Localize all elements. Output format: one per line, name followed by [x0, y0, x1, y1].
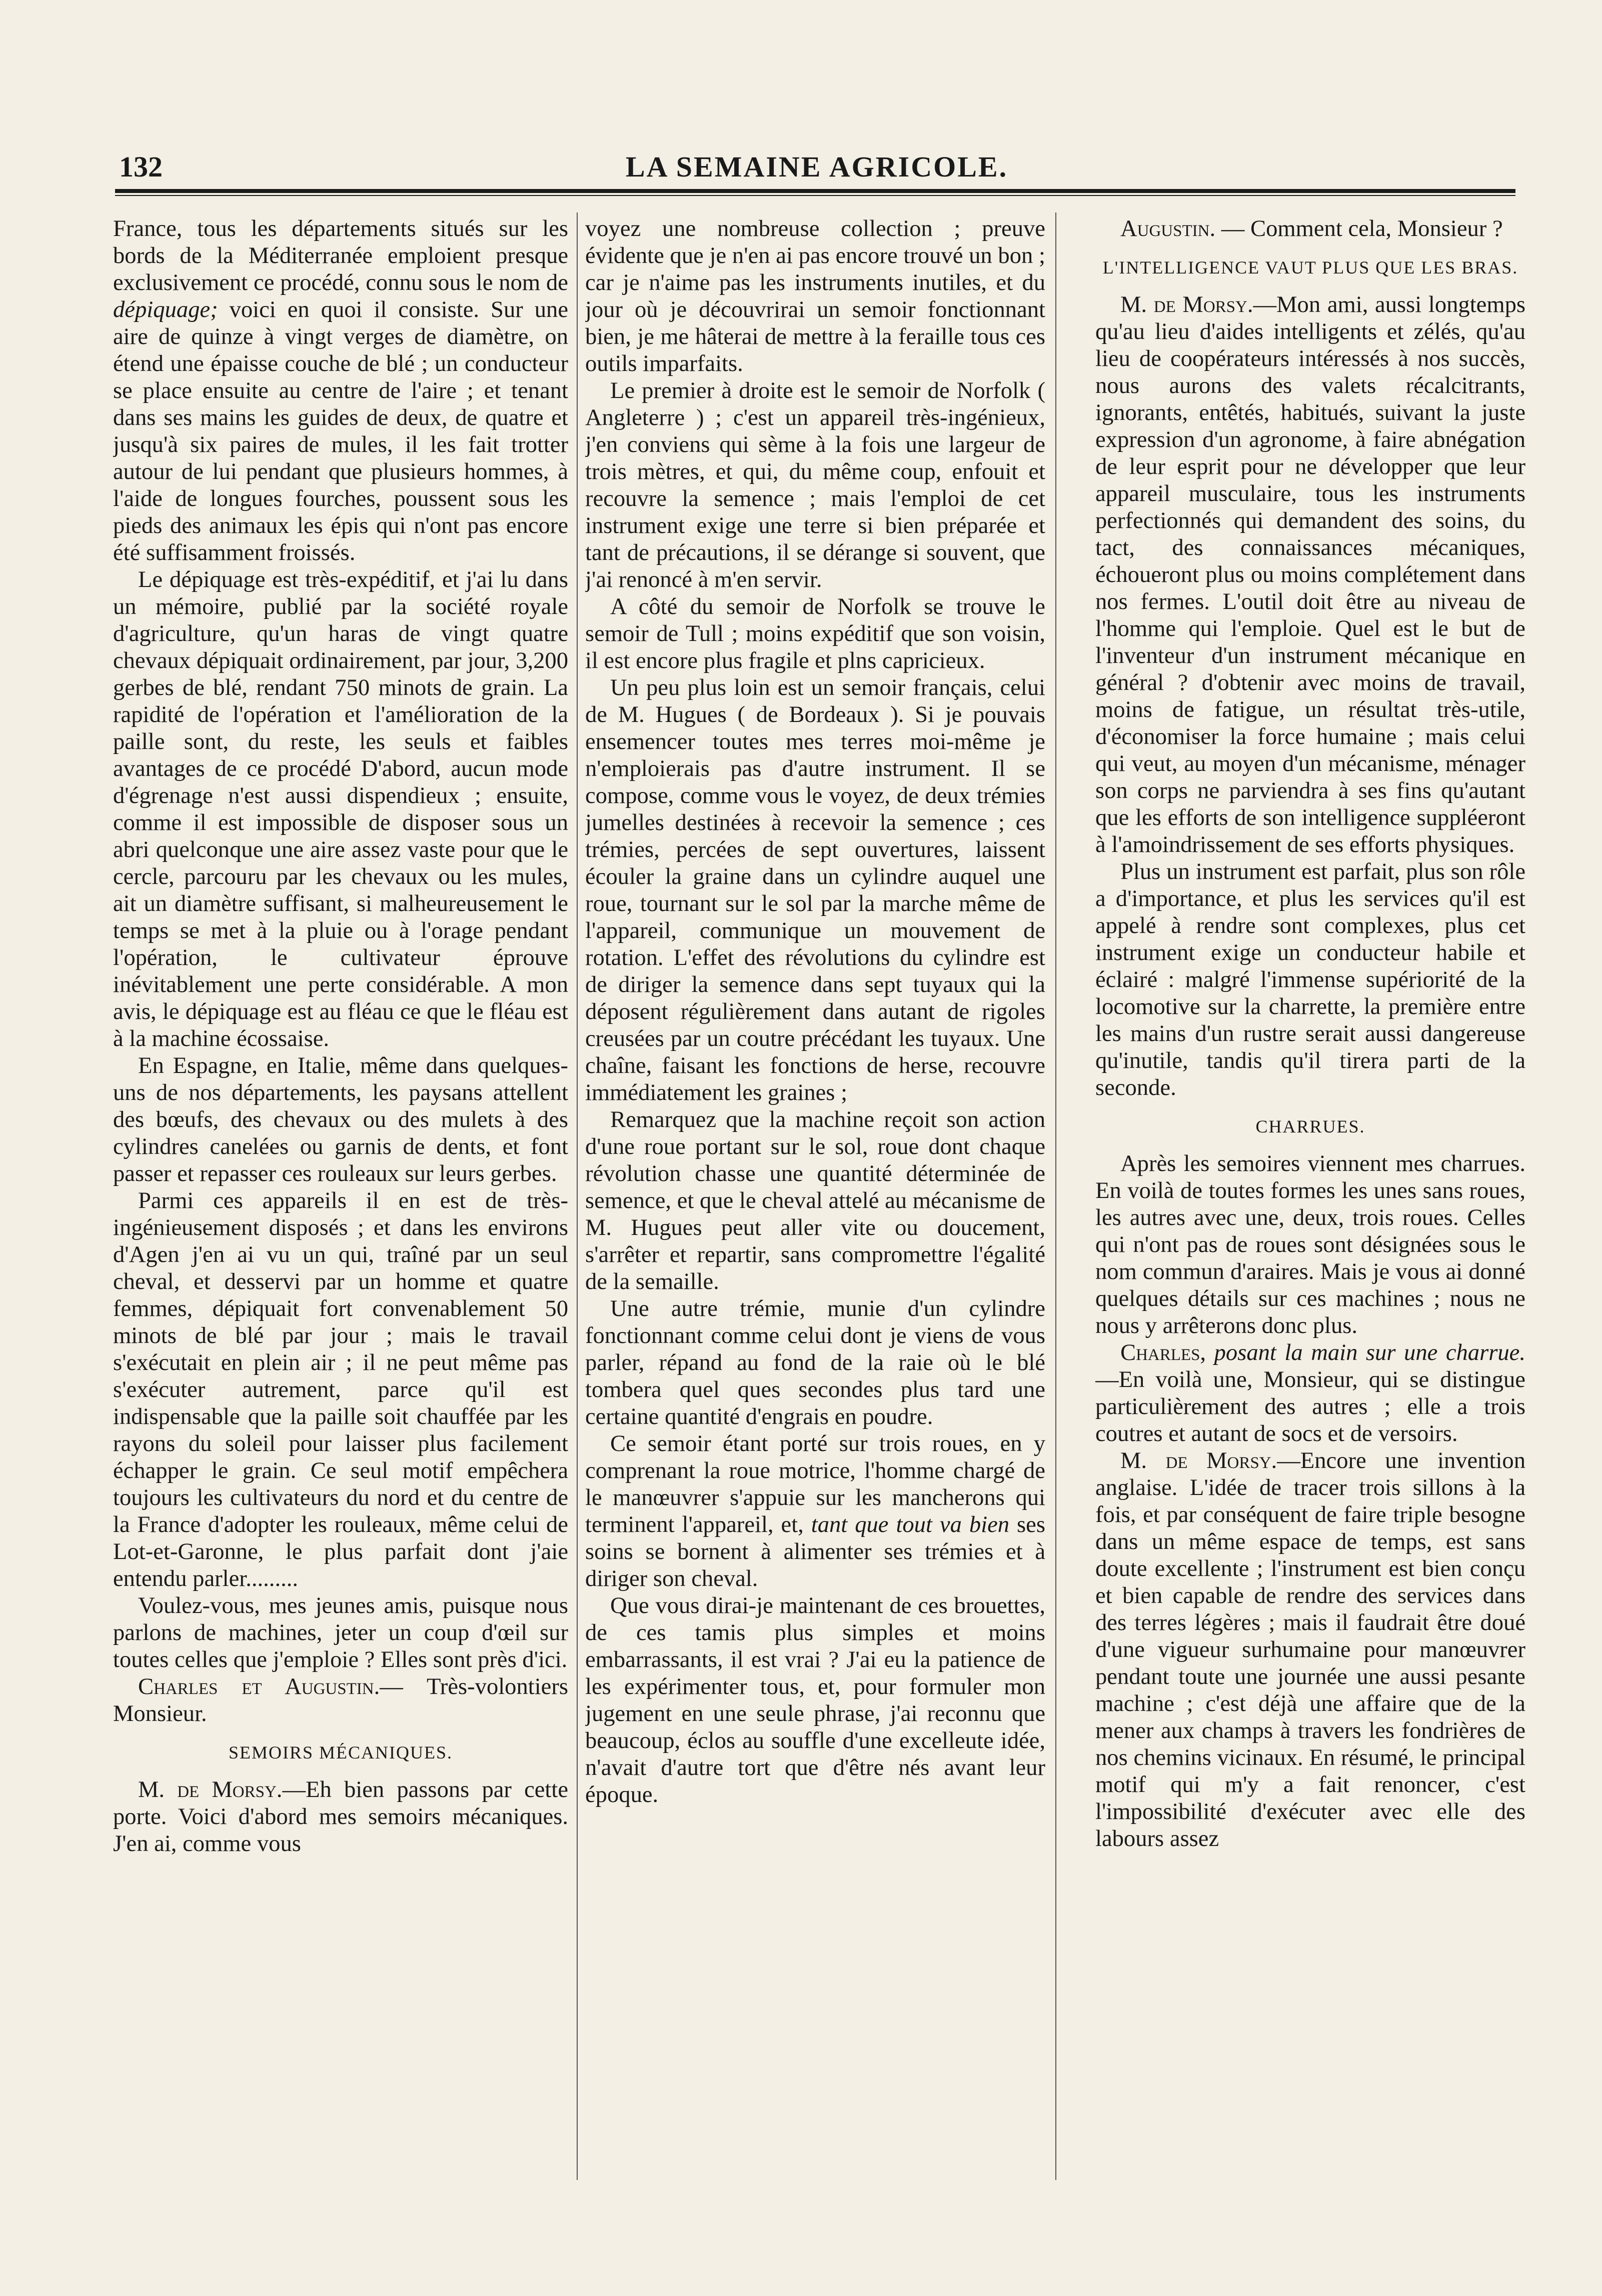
paragraph: A côté du semoir de Norfolk se trouve le semoir de Tull ; moins expéditif que son voisin, il est encore plus fragile et plns capricieux. — [585, 594, 1045, 674]
column-1 — [113, 215, 568, 2180]
paragraph: En Espagne, en Italie, même dans quelques-uns de nos départements, les paysans attellent des bœufs, des chevaux ou des mulets à des cylindres canelées ou garnis de dents, et font passer et repasser ces rouleaux sur leurs gerbes. — [113, 1052, 568, 1186]
journal-title: LA SEMAINE AGRICOLE. — [625, 150, 1008, 183]
section-heading: CHARRUES. — [1255, 1116, 1365, 1136]
column-2 — [585, 215, 1045, 2180]
column-3 — [1095, 215, 1525, 2180]
column-separator — [577, 212, 578, 2180]
paragraph: M. de Morsy.—Eh bien passons par cette porte. Voici d'abord mes semoirs mécaniques. J'en ai, comme vous — [113, 1776, 568, 1856]
speaker-name: Charles et Augustin. — [138, 1674, 380, 1700]
paragraph: Plus un instrument est parfait, plus son rôle a d'importance, et plus les services qu'il est appelé à rendre sont complexes, plus cet instrument exige un conducteur habile et éclairé : malgré l'immense supériorité de la locomotive sur la charrette, la première entre les mains d'un rustre serait aussi dangereuse qu'inutile, tandis qu'il tirera parti de la seconde. — [1095, 858, 1525, 1100]
paragraph: Après les semoires viennent mes charrues. En voilà de toutes formes les unes sans roues, les autres avec une, deux, trois roues. Celles qui n'ont pas de roues sont désignées sous le nom commun d'araires. Mais je vous ai donné quelques détails sur ces machines ; nous ne nous y arrêterons donc plus. — [1095, 1150, 1525, 1338]
page-header — [119, 150, 1514, 183]
paragraph: Charles et Augustin.— Très-volontiers Monsieur. — [113, 1674, 568, 1726]
speaker-name: M. de Morsy. — [138, 1776, 283, 1802]
speaker-name: Augustin. — [1120, 216, 1216, 242]
column-separator — [1055, 212, 1056, 2180]
header-rule — [115, 189, 1515, 193]
paragraph: Que vous dirai-je maintenant de ces brouettes, de ces tamis plus simples et moins embarrassants, il est vrai ? J'ai eu la patience de les expérimenter tous, et, pour formuler mon jugement en une seule phrase, j'ai reconnu que beaucoup, éclos au souffle d'une excelleute idée, n'avait d'autre tort que d'être nés avant leur époque. — [585, 1592, 1045, 1808]
paragraph: Remarquez que la machine reçoit son action d'une roue portant sur le sol, roue dont chaque révolution chasse une quantité déterminée de semence, et que le cheval attelé au mécanisme de M. Hugues peut aller vite ou doucement, s'arrêter et repartir, sans compromettre l'égalité de la semaille. — [585, 1106, 1045, 1294]
section-heading: SEMOIRS MÉCANIQUES. — [228, 1742, 453, 1762]
paragraph: Le premier à droite est le semoir de Norfolk ( Angleterre ) ; c'est un appareil très-ingénieux, j'en conviens qui sème à la fois une largeur de trois mètres, et qui, du même coup, enfouit et recouvre la semence ; mais l'emploi de cet instrument exige une terre si bien préparée et tant de précautions, il se dérange si souvent, que j'ai renoncé à m'en servir. — [585, 378, 1045, 592]
page-number: 132 — [119, 150, 163, 183]
paragraph: Augustin. — Comment cela, Monsieur ? — [1120, 216, 1503, 242]
paragraph: Ce semoir étant porté sur trois roues, en y comprenant la roue motrice, l'homme chargé de le manœuvrer s'appuie sur les mancherons qui terminent l'appareil, et, tant que tout va bien ses soins se bornent à alimenter ses trémies et à diriger son cheval. — [585, 1430, 1045, 1592]
speaker-name: M. de Morsy. — [1120, 1448, 1277, 1474]
paragraph: Le dépiquage est très-expéditif, et j'ai lu dans un mémoire, publié par la société royale d'agriculture, qu'un haras de vingt quatre chevaux dépiquait ordinairement, par jour, 3,200 gerbes de blé, rendant 750 minots de grain. La rapidité de l'opération et l'amélioration de la paille sont, du reste, les seuls et faibles avantages de ce procédé D'abord, aucun mode d'égrenage n'est aussi dispendieux ; ensuite, comme il est impossible de disposer sous un abri quelconque une aire assez vaste pour que le cercle, parcouru par les chevaux ou les mules, ait un diamètre suffisant, si malheureusement le temps se met à la pluie ou à l'orage pendant l'opération, le cultivateur éprouve inévitablement une perte considérable. A mon avis, le dépiquage est au fléau ce que le fléau est à la machine écossaise. — [113, 566, 568, 1052]
header-rule-thin — [115, 195, 1515, 196]
paragraph: France, tous les départements situés sur les bords de la Méditerranée emploient presque exclusivement ce procédé, connu sous le nom de dépiquage; voici en quoi il consiste. Sur une aire de quinze à vingt verges de diamètre, on étend une épaisse couche de blé ; un conducteur se place ensuite au centre de l'aire ; et tenant dans ses mains les guides de deux, de quatre et jusqu'à six paires de mules, il les fait trotter autour de lui pendant que plusieurs hommes, à l'aide de longues fourches, poussent sous les pieds des animaux les épis qui n'ont pas encore été suffisamment froissés. — [113, 216, 568, 566]
paragraph: M. de Morsy.—Encore une invention anglaise. L'idée de tracer trois sillons à la fois, et par conséquent de faire triple besogne dans un même espace de temps, est sans doute excellente ; l'instrument est bien conçu et bien capable de rendre des services dans des terres légères ; mais il faudrait être doué d'une vigueur surhumaine pour manœuvrer pendant toute une journée une aussi pesante machine ; c'est déjà une affaire que de la mener aux champs à travers les fondrières de nos chemins vicinaux. En résumé, le principal motif qui m'y a fait renoncer, c'est l'impossibilité d'exécuter avec elle des labours assez — [1095, 1448, 1525, 1852]
paragraph: Charles, posant la main sur une charrue.—En voilà une, Monsieur, qui se distingue particulièrement des autres ; elle a trois coutres et autant de socs et de versoirs. — [1095, 1340, 1525, 1446]
speaker-name: M. de Morsy. — [1120, 292, 1253, 318]
paragraph: Voulez-vous, mes jeunes amis, puisque nous parlons de machines, jeter un coup d'œil sur toutes celles que j'emploie ? Elles sont près d'ici. — [113, 1592, 568, 1672]
paragraph: Une autre trémie, munie d'un cylindre fonctionnant comme celui dont je viens de vous parler, répand au fond de la raie où le blé tombera quel ques secondes plus tard une certaine quantité d'engrais en poudre. — [585, 1296, 1045, 1430]
section-heading: L'INTELLIGENCE VAUT PLUS QUE LES BRAS. — [1102, 258, 1518, 278]
speaker-name: Charles, — [1120, 1340, 1206, 1366]
paragraph: Un peu plus loin est un semoir français, celui de M. Hugues ( de Bordeaux ). Si je pouvais ensemencer toutes mes terres moi-même je n'emploierais pas d'autre instrument. Il se compose, comme vous le voyez, de deux trémies jumelles destinées à recevoir la semence ; ces trémies, percées de sept ouvertures, laissent écouler la graine dans un cylindre auquel une roue, tournant sur le sol par la marche même de l'appareil, communique un mouvement de rotation. L'effet des révolutions du cylindre est de diriger la semence dans sept tuyaux qui la déposent régulièrement dans autant de rigoles creusées par un coutre précédant les tuyaux. Une chaîne, faisant les fonctions de herse, recouvre immédiatement les graines ; — [585, 674, 1045, 1106]
paragraph: M. de Morsy.—Mon ami, aussi longtemps qu'au lieu d'aides intelligents et zélés, qu'au lieu de coopérateurs intéressés à nos succès, nous aurons des valets récalcitrants, ignorants, entêtés, habitués, suivant la juste expression d'un agronome, à faire abnégation de leur esprit pour ne développer que leur appareil musculaire, tous les instruments perfectionnés qui demandent des soins, du tact, des connaissances mécaniques, échoueront plus ou moins complétement dans nos fermes. L'outil doit être au niveau de l'homme qui l'emploie. Quel est le but de l'inventeur d'un instrument mécanique en général ? d'obtenir avec moins de travail, moins de fatigue, un résultat très-utile, d'économiser la force humaine ; mais celui qui veut, au moyen d'un mécanisme, ménager son corps ne parviendra à ses fins qu'autant que les efforts de son intelligence suppléeront à l'amoindrissement de ses efforts physiques. — [1095, 292, 1525, 858]
paragraph: voyez une nombreuse collection ; preuve évidente que je n'en ai pas encore trouvé un bon ; car je n'aime pas les instruments inutiles, et du jour où je découvrirai un semoir fonctionnant bien, je me hâterai de mettre à la feraille tous ces outils imparfaits. — [585, 216, 1045, 376]
paragraph: Parmi ces appareils il en est de très-ingénieusement disposés ; et dans les environs d'Agen j'en ai vu un qui, traîné par un seul cheval, et desservi par un homme et quatre femmes, dépiquait fort convenablement 50 minots de blé par jour ; mais le travail s'exécutait en plein air ; il ne peut même pas s'exécuter autrement, parce qu'il est indispensable que la paille soit chauffée par les rayons du soleil pour laisser plus facilement échapper le grain. Ce seul motif empêchera toujours les cultivateurs du nord et du centre de la France d'adopter les rouleaux, même celui de Lot-et-Garonne, le plus parfait dont j'aie entendu parler......... — [113, 1188, 568, 1592]
